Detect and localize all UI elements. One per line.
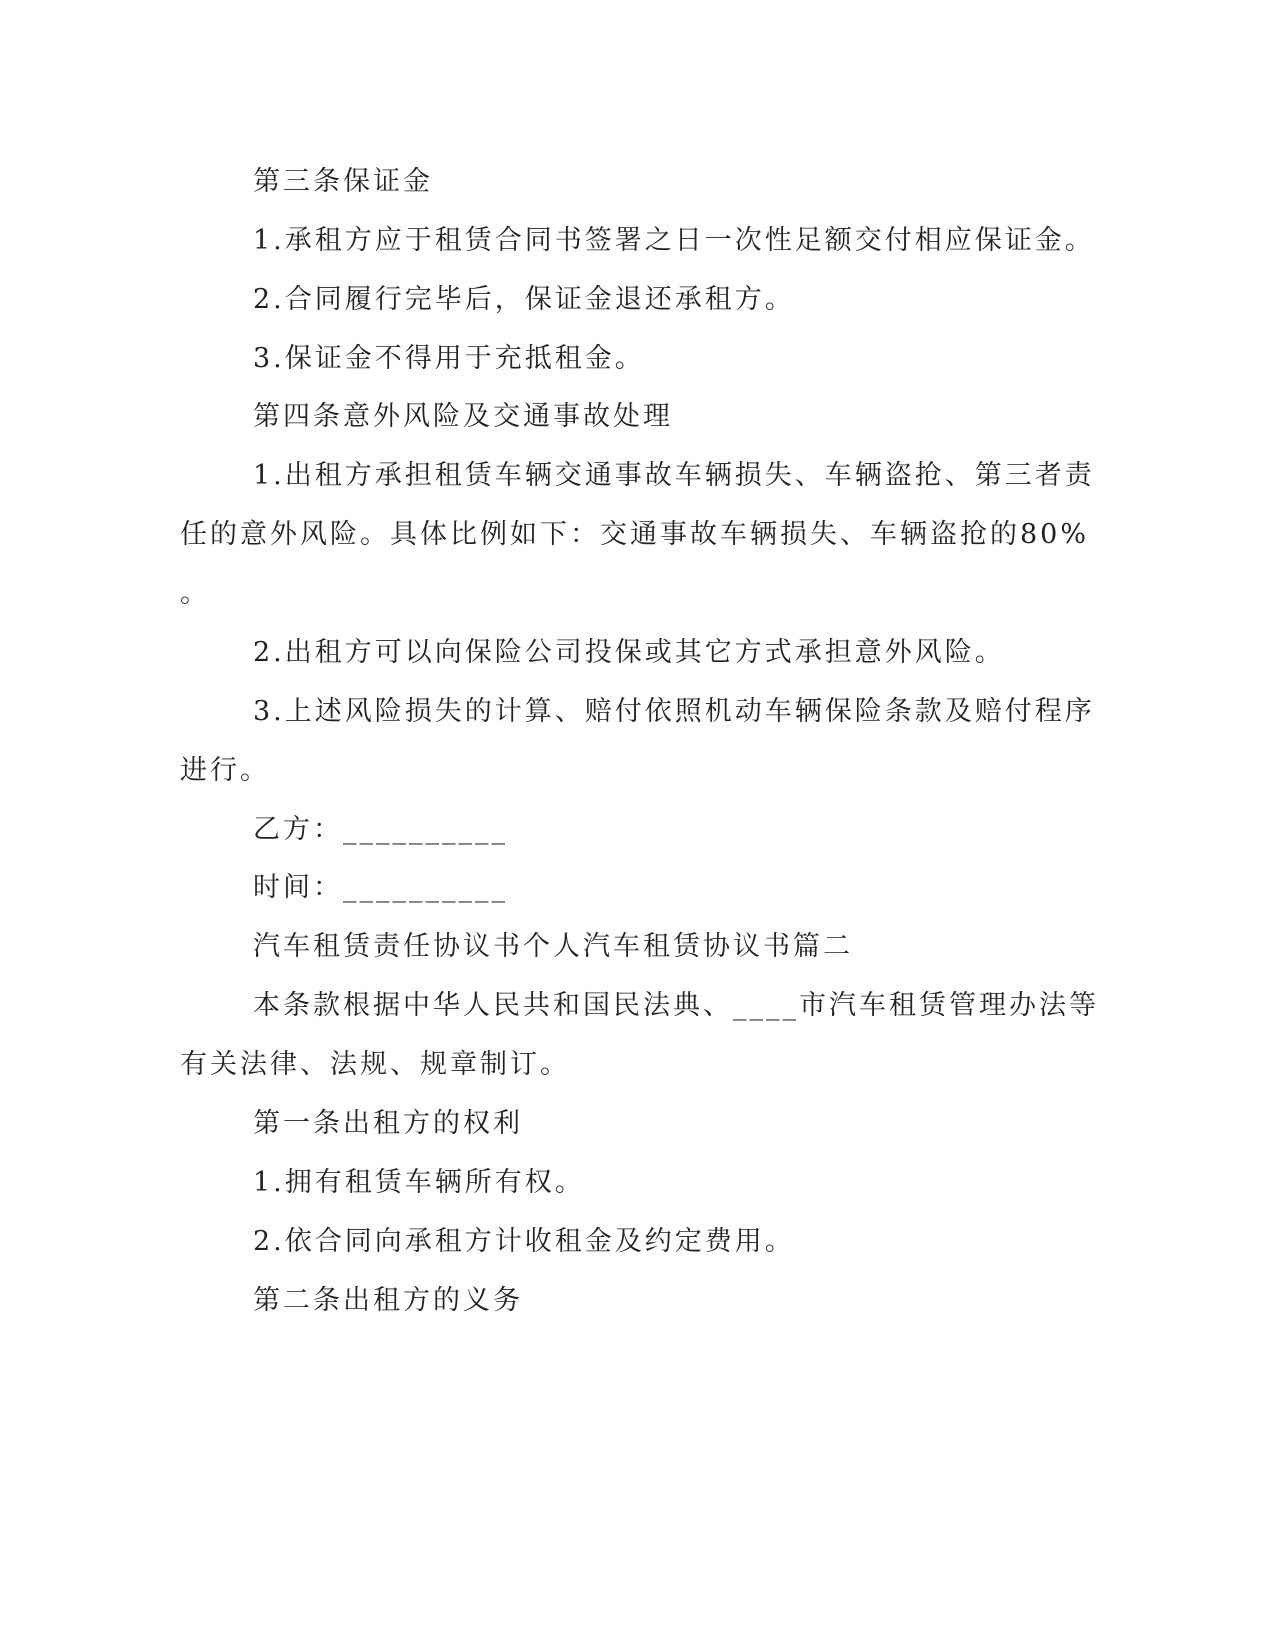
paragraph-line: 有关法律、法规、规章制订。 [180, 1049, 570, 1080]
paragraph-line: 本条款根据中华人民共和国民法典、____市汽车租赁管理办法等 [253, 990, 1099, 1021]
paragraph-line: 1.承租方应于租赁合同书签署之日一次性足额交付相应保证金。 [253, 225, 1095, 256]
paragraph-line: 进行。 [180, 755, 270, 786]
paragraph-line: 2.合同履行完毕后，保证金退还承租方。 [253, 284, 795, 315]
paragraph-line: 任的意外风险。具体比例如下：交通事故车辆损失、车辆盗抢的80% [180, 519, 1090, 550]
paragraph-line: 1.出租方承担租赁车辆交通事故车辆损失、车辆盗抢、第三者责 [253, 460, 1095, 491]
paragraph-line: 3.上述风险损失的计算、赔付依照机动车辆保险条款及赔付程序 [253, 696, 1095, 727]
section-heading-risk: 第四条意外风险及交通事故处理 [253, 401, 673, 432]
paragraph-line: 1.拥有租赁车辆所有权。 [253, 1167, 585, 1198]
signature-date: 时间：__________ [253, 872, 508, 903]
signature-party-b: 乙方：__________ [253, 814, 508, 845]
section-heading-deposit: 第三条保证金 [253, 166, 433, 197]
section-heading-lessor-duties: 第二条出租方的义务 [253, 1285, 523, 1316]
paragraph-line: 2.出租方可以向保险公司投保或其它方式承担意外风险。 [253, 637, 1005, 668]
paragraph-line: 2.依合同向承租方计收租金及约定费用。 [253, 1226, 795, 1257]
section-heading-lessor-rights: 第一条出租方的权利 [253, 1108, 523, 1139]
paragraph-line: 3.保证金不得用于充抵租金。 [253, 343, 645, 374]
document-subtitle: 汽车租赁责任协议书个人汽车租赁协议书篇二 [253, 931, 853, 962]
paragraph-line: 。 [180, 578, 210, 609]
